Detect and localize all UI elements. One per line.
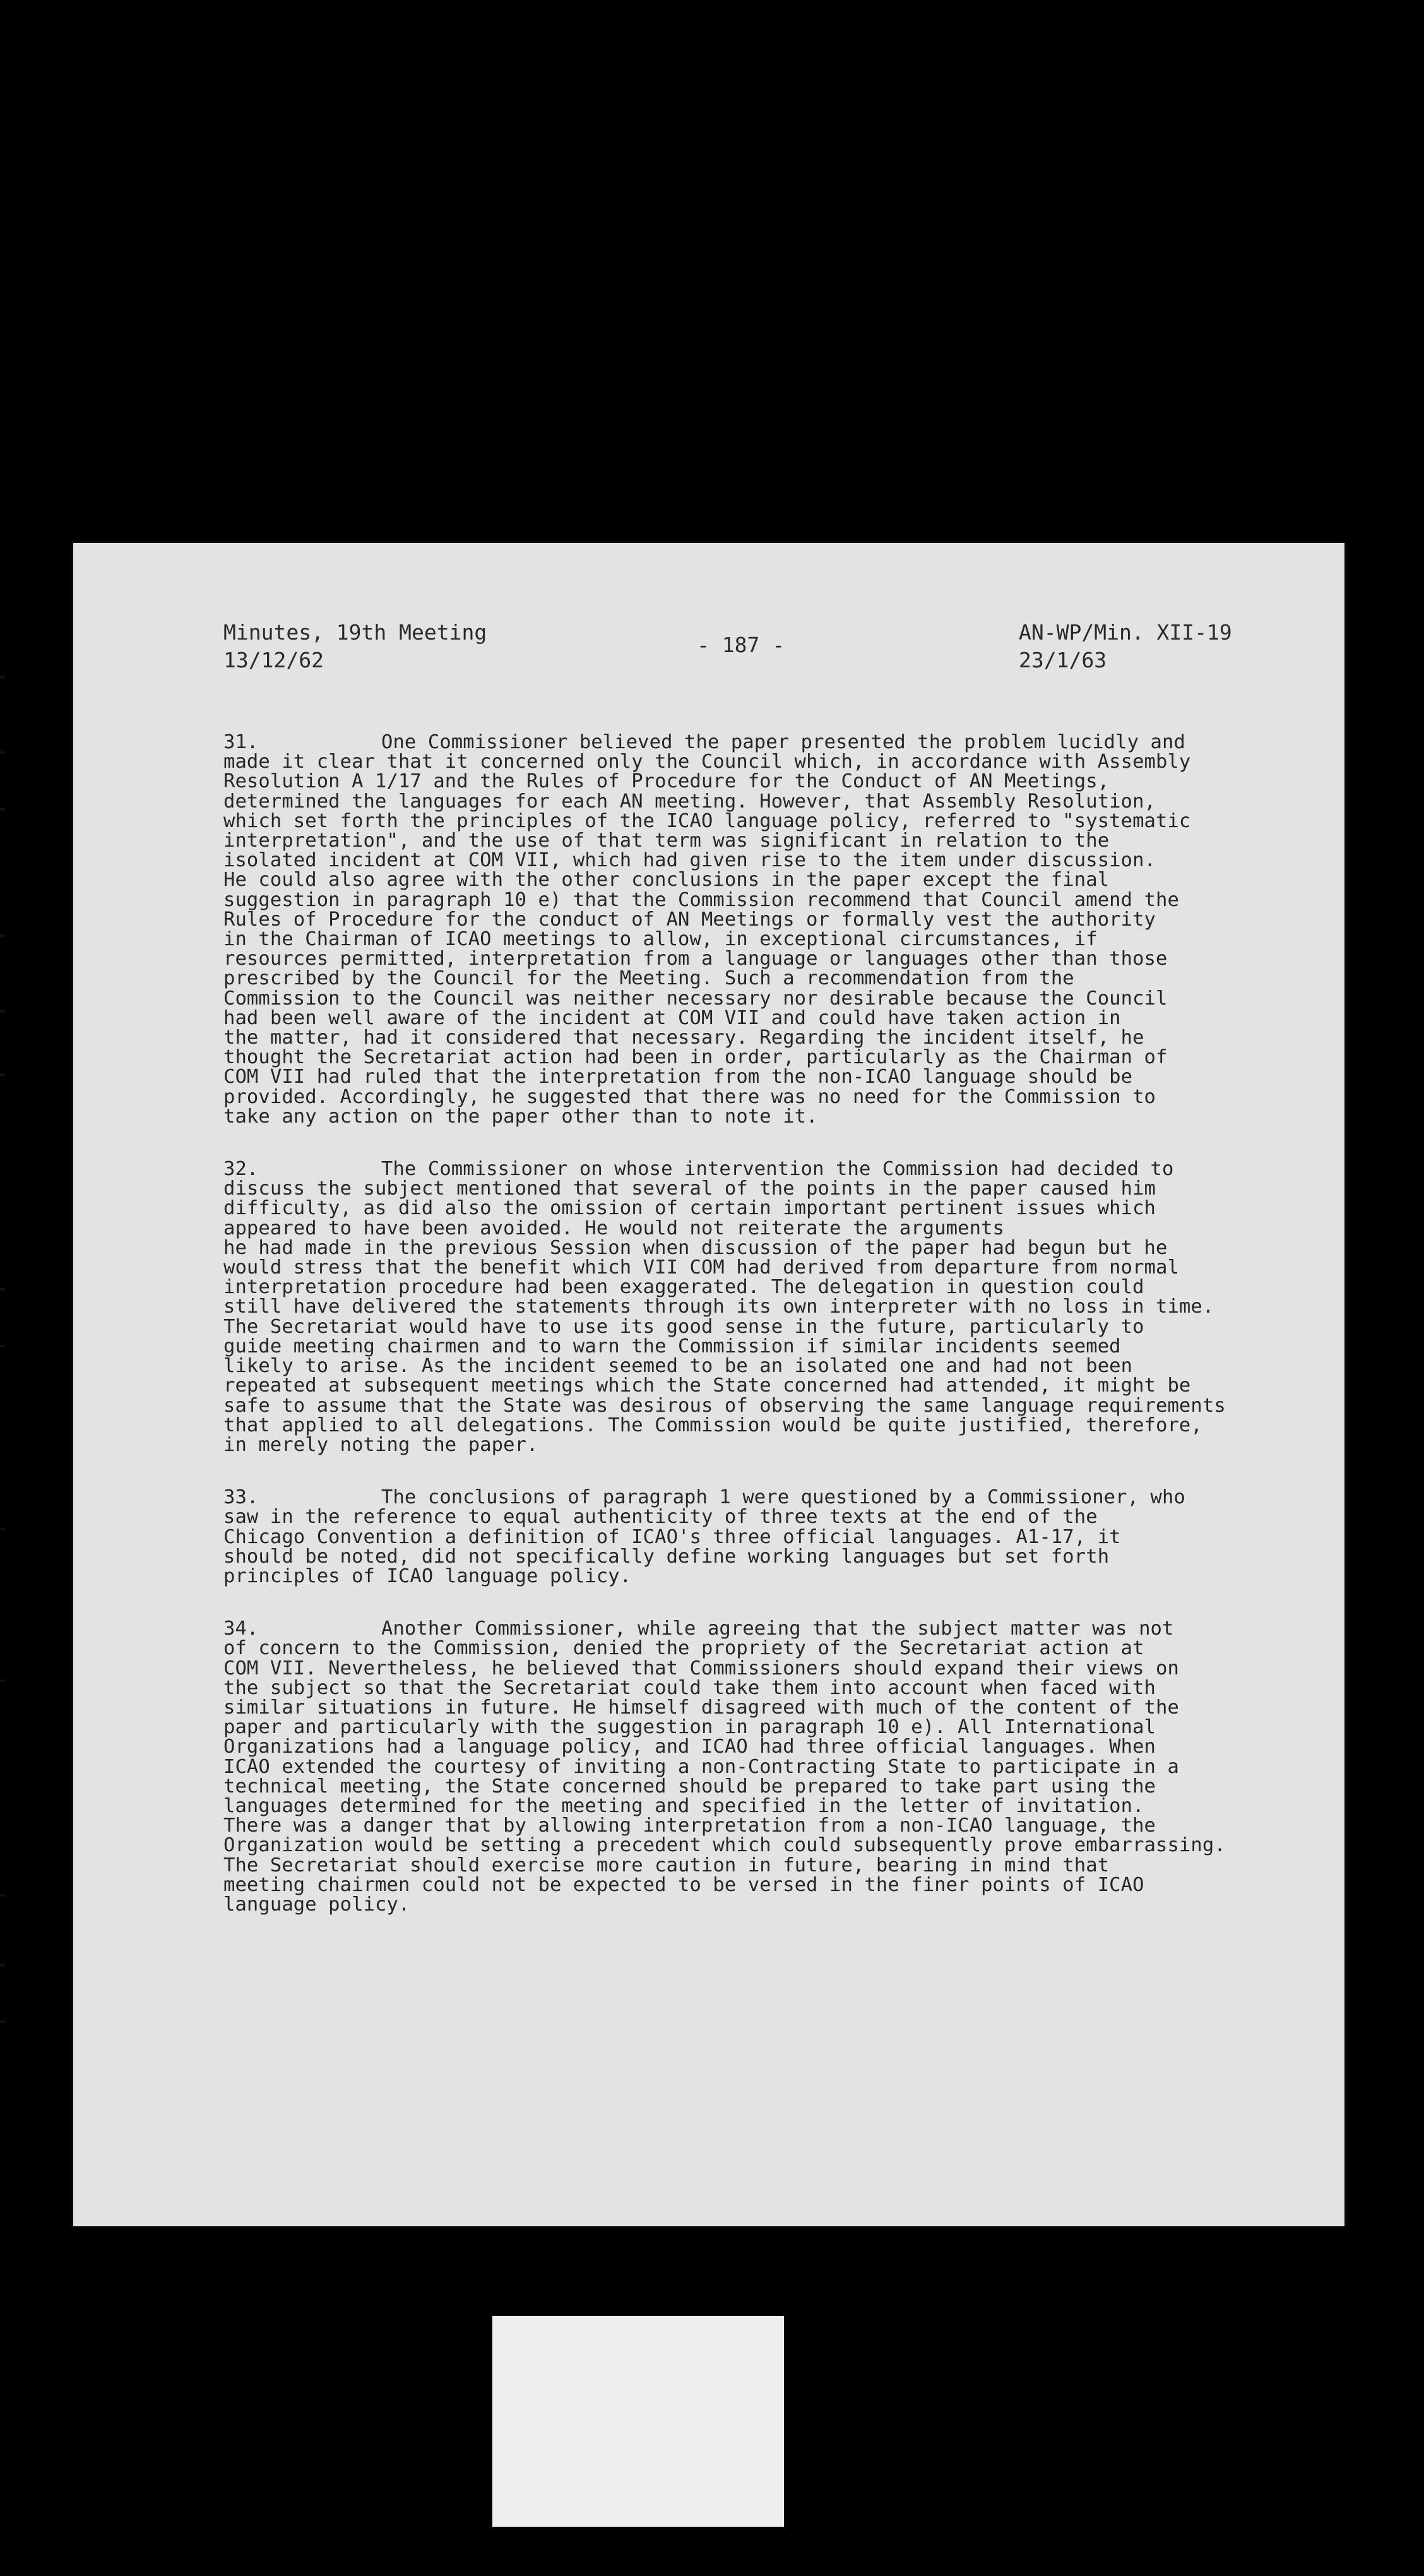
line-text: The Secretariat should exercise more caution in future, bearing in mind that <box>223 1854 1110 1876</box>
text-line <box>223 1638 1309 1658</box>
line-text: similar situations in future. He himself disagreed with much of the content of the <box>223 1696 1179 1719</box>
line-text: interpretation", and the use of that term was significant in relation to the <box>223 830 1110 852</box>
line-text: Chicago Convention a definition of ICAO's three official languages. A1-17, it <box>223 1525 1121 1548</box>
text-line <box>223 1777 1309 1796</box>
margin-mark <box>0 1964 5 1966</box>
text-line <box>223 752 1309 772</box>
line-text: Resolution A 1/17 and the Rules of Procedure for the Conduct of AN Meetings, <box>223 770 1110 793</box>
line-text: of concern to the Commission, denied the propriety of the Secretariat action at <box>223 1637 1144 1660</box>
line-text: paper and particularly with the suggestion in paragraph 10 e). All International <box>223 1716 1156 1739</box>
text-line <box>223 1317 1309 1337</box>
text-line <box>223 1566 1309 1586</box>
text-line <box>223 929 1309 949</box>
text-line <box>223 989 1309 1008</box>
margin-mark <box>0 751 5 754</box>
paragraph-number: 34. <box>223 1618 259 1640</box>
text-line <box>223 792 1309 811</box>
text-line <box>223 890 1309 910</box>
line-text: principles of ICAO language policy. <box>223 1565 632 1587</box>
text-line <box>223 732 1309 752</box>
line-text: technical meeting, the State concerned should be prepared to take part using the <box>223 1775 1156 1798</box>
text-line <box>223 850 1309 870</box>
line-text: discuss the subject mentioned that several of the points in the paper caused him <box>223 1178 1156 1200</box>
margin-mark <box>0 1894 5 1897</box>
text-line <box>223 1816 1309 1835</box>
text-line <box>223 811 1309 831</box>
text-line <box>223 1488 1309 1507</box>
text-line <box>223 1159 1309 1179</box>
text-line <box>223 1179 1309 1198</box>
line-text: likely to arise. As the incident seemed to be an isolated one and had not been <box>223 1355 1133 1378</box>
text-line <box>223 1008 1309 1028</box>
line-text: should be noted, did not specifically define working languages but set forth <box>223 1545 1110 1568</box>
margin-mark <box>0 2020 5 2023</box>
line-text: made it clear that it concerned only the Council which, in accordance with Assembly <box>223 751 1191 773</box>
line-text: difficulty, as did also the omission of certain important pertinent issues which <box>223 1197 1156 1220</box>
text-line <box>223 949 1309 969</box>
text-line <box>223 1678 1309 1698</box>
text-line <box>223 1835 1309 1855</box>
margin-mark <box>0 676 5 678</box>
text-line <box>223 1107 1309 1126</box>
document-body <box>223 732 1309 1947</box>
line-text: that applied to all delegations. The Commission would be quite justified, therefore, <box>223 1414 1202 1436</box>
line-text: COM VII. Nevertheless, he believed that Commissioners should expand their views on <box>223 1657 1179 1679</box>
text-line <box>223 969 1309 988</box>
text-line <box>223 1396 1309 1416</box>
line-text: There was a danger that by allowing interpretation from a non-ICAO language, the <box>223 1815 1156 1837</box>
page-number: - 187 - <box>697 633 785 657</box>
text-line <box>223 1507 1309 1527</box>
text-line <box>223 1297 1309 1316</box>
text-line <box>223 1198 1309 1218</box>
line-text: meeting chairmen could not be expected to be versed in the finer points of ICAO <box>223 1873 1144 1896</box>
line-text: in merely noting the paper. <box>223 1433 538 1456</box>
text-line <box>223 1087 1309 1107</box>
paragraph-number: 31. <box>223 731 259 753</box>
text-line <box>223 870 1309 890</box>
line-text: Another Commissioner, while agreeing that the subject matter was not <box>381 1618 1174 1640</box>
document-date: 23/1/63 <box>1019 648 1107 672</box>
margin-mark <box>0 1345 5 1347</box>
line-text: resources permitted, interpretation from a language or languages other than those <box>223 948 1168 970</box>
line-text: the subject so that the Secretariat could take them into account when faced with <box>223 1676 1156 1699</box>
text-line <box>223 1737 1309 1756</box>
line-text: he had made in the previous Session when discussion of the paper had begun but he <box>223 1236 1168 1259</box>
line-text: the matter, had it considered that necessary. Regarding the incident itself, he <box>223 1027 1144 1049</box>
line-text: suggestion in paragraph 10 e) that the Commission recommend that Council amend the <box>223 888 1179 911</box>
text-line <box>223 1258 1309 1277</box>
line-text: COM VII had ruled that the interpretation from the non-ICAO language should be <box>223 1066 1133 1088</box>
text-line <box>223 1219 1309 1238</box>
text-line <box>223 910 1309 929</box>
text-line <box>223 1659 1309 1678</box>
line-text: languages determined for the meeting and specified in the letter of invitation. <box>223 1794 1144 1817</box>
line-text: would stress that the benefit which VII COM had derived from departure from normal <box>223 1256 1179 1279</box>
line-text: One Commissioner believed the paper presented the problem lucidly and <box>381 731 1185 753</box>
line-text: Rules of Procedure for the conduct of AN Meetings or formally vest the authority <box>223 908 1156 931</box>
paragraph-number: 32. <box>223 1158 259 1181</box>
line-text: The conclusions of paragraph 1 were questioned by a Commissioner, who <box>381 1486 1185 1509</box>
text-line <box>223 1619 1309 1638</box>
line-text: thought the Secretariat action had been in order, particularly as the Chairman of <box>223 1046 1168 1069</box>
line-text: which set forth the principles of the ICAO language policy, referred to "systematic <box>223 809 1191 832</box>
margin-mark <box>0 1288 5 1291</box>
margin-mark <box>0 1679 5 1682</box>
text-line <box>223 1028 1309 1047</box>
text-line <box>223 772 1309 791</box>
text-line <box>223 831 1309 850</box>
document-reference: AN-WP/Min. XII-19 <box>1019 620 1232 645</box>
line-text: He could also agree with the other conclusions in the paper except the final <box>223 869 1110 891</box>
meeting-date: 13/12/62 <box>223 648 324 672</box>
paragraph <box>223 732 1309 1126</box>
paragraph <box>223 1619 1309 1914</box>
line-text: safe to assume that the State was desirous of observing the same language requirements <box>223 1394 1226 1417</box>
line-text: The Secretariat would have to use its good sense in the future, particularly to <box>223 1315 1144 1338</box>
line-text: saw in the reference to equal authenticity of three texts at the end of the <box>223 1506 1098 1529</box>
document-page <box>73 543 1344 2226</box>
line-text: guide meeting chairmen and to warn the Commission if similar incidents seemed <box>223 1335 1121 1357</box>
text-line <box>223 1047 1309 1067</box>
line-text: interpretation procedure had been exaggerated. The delegation in question could <box>223 1276 1144 1299</box>
text-line <box>223 1796 1309 1816</box>
line-text: still have delivered the statements through its own interpreter with no loss in time. <box>223 1296 1214 1318</box>
text-line <box>223 1547 1309 1566</box>
paragraph <box>223 1159 1309 1455</box>
text-line <box>223 1277 1309 1297</box>
line-text: ICAO extended the courtesy of inviting a non-Contracting State to participate in a <box>223 1755 1179 1778</box>
line-text: take any action on the paper other than to note it. <box>223 1105 818 1128</box>
meeting-title: Minutes, 19th Meeting <box>223 620 487 645</box>
line-text: isolated incident at COM VII, which had given rise to the item under discussion. <box>223 849 1156 872</box>
text-line <box>223 1856 1309 1875</box>
line-text: repeated at subsequent meetings which the State concerned had attended, it might be <box>223 1374 1191 1397</box>
text-line <box>223 1895 1309 1914</box>
line-text: in the Chairman of ICAO meetings to allow, in exceptional circumstances, if <box>223 928 1098 951</box>
line-text: had been well aware of the incident at COM VII and could have taken action in <box>223 1006 1121 1029</box>
header-left <box>223 619 487 674</box>
paragraph-number: 33. <box>223 1486 259 1509</box>
line-text: Organizations had a language policy, and ICAO had three official languages. When <box>223 1736 1156 1758</box>
line-text: The Commissioner on whose intervention the Commission had decided to <box>381 1158 1174 1181</box>
text-line <box>223 1067 1309 1087</box>
text-line <box>223 1416 1309 1435</box>
line-text: provided. Accordingly, he suggested that there was no need for the Commission to <box>223 1085 1156 1108</box>
margin-mark <box>0 1073 5 1076</box>
text-line <box>223 1717 1309 1737</box>
text-line <box>223 1238 1309 1258</box>
paragraph <box>223 1488 1309 1586</box>
header-right <box>1019 619 1232 674</box>
margin-mark <box>0 934 5 937</box>
text-line <box>223 1757 1309 1777</box>
text-line <box>223 1698 1309 1717</box>
line-text: determined the languages for each AN meeting. However, that Assembly Resolution, <box>223 790 1156 813</box>
margin-mark <box>0 1010 5 1013</box>
text-line <box>223 1527 1309 1547</box>
line-text: prescribed by the Council for the Meeting. Such a recommendation from the <box>223 967 1074 990</box>
line-text: Commission to the Council was neither necessary nor desirable because the Council <box>223 987 1168 1010</box>
margin-mark <box>0 808 5 811</box>
line-text: language policy. <box>223 1893 410 1916</box>
line-text: Organization would be setting a precedent which could subsequently prove embarrassing. <box>223 1834 1226 1857</box>
text-line <box>223 1435 1309 1455</box>
line-text: appeared to have been avoided. He would not reiterate the arguments <box>223 1217 1004 1239</box>
text-line <box>223 1337 1309 1356</box>
text-line <box>223 1376 1309 1395</box>
margin-mark <box>0 1528 5 1530</box>
text-line <box>223 1356 1309 1376</box>
blank-slip <box>492 2316 784 2527</box>
text-line <box>223 1875 1309 1895</box>
page-header <box>223 619 1250 688</box>
